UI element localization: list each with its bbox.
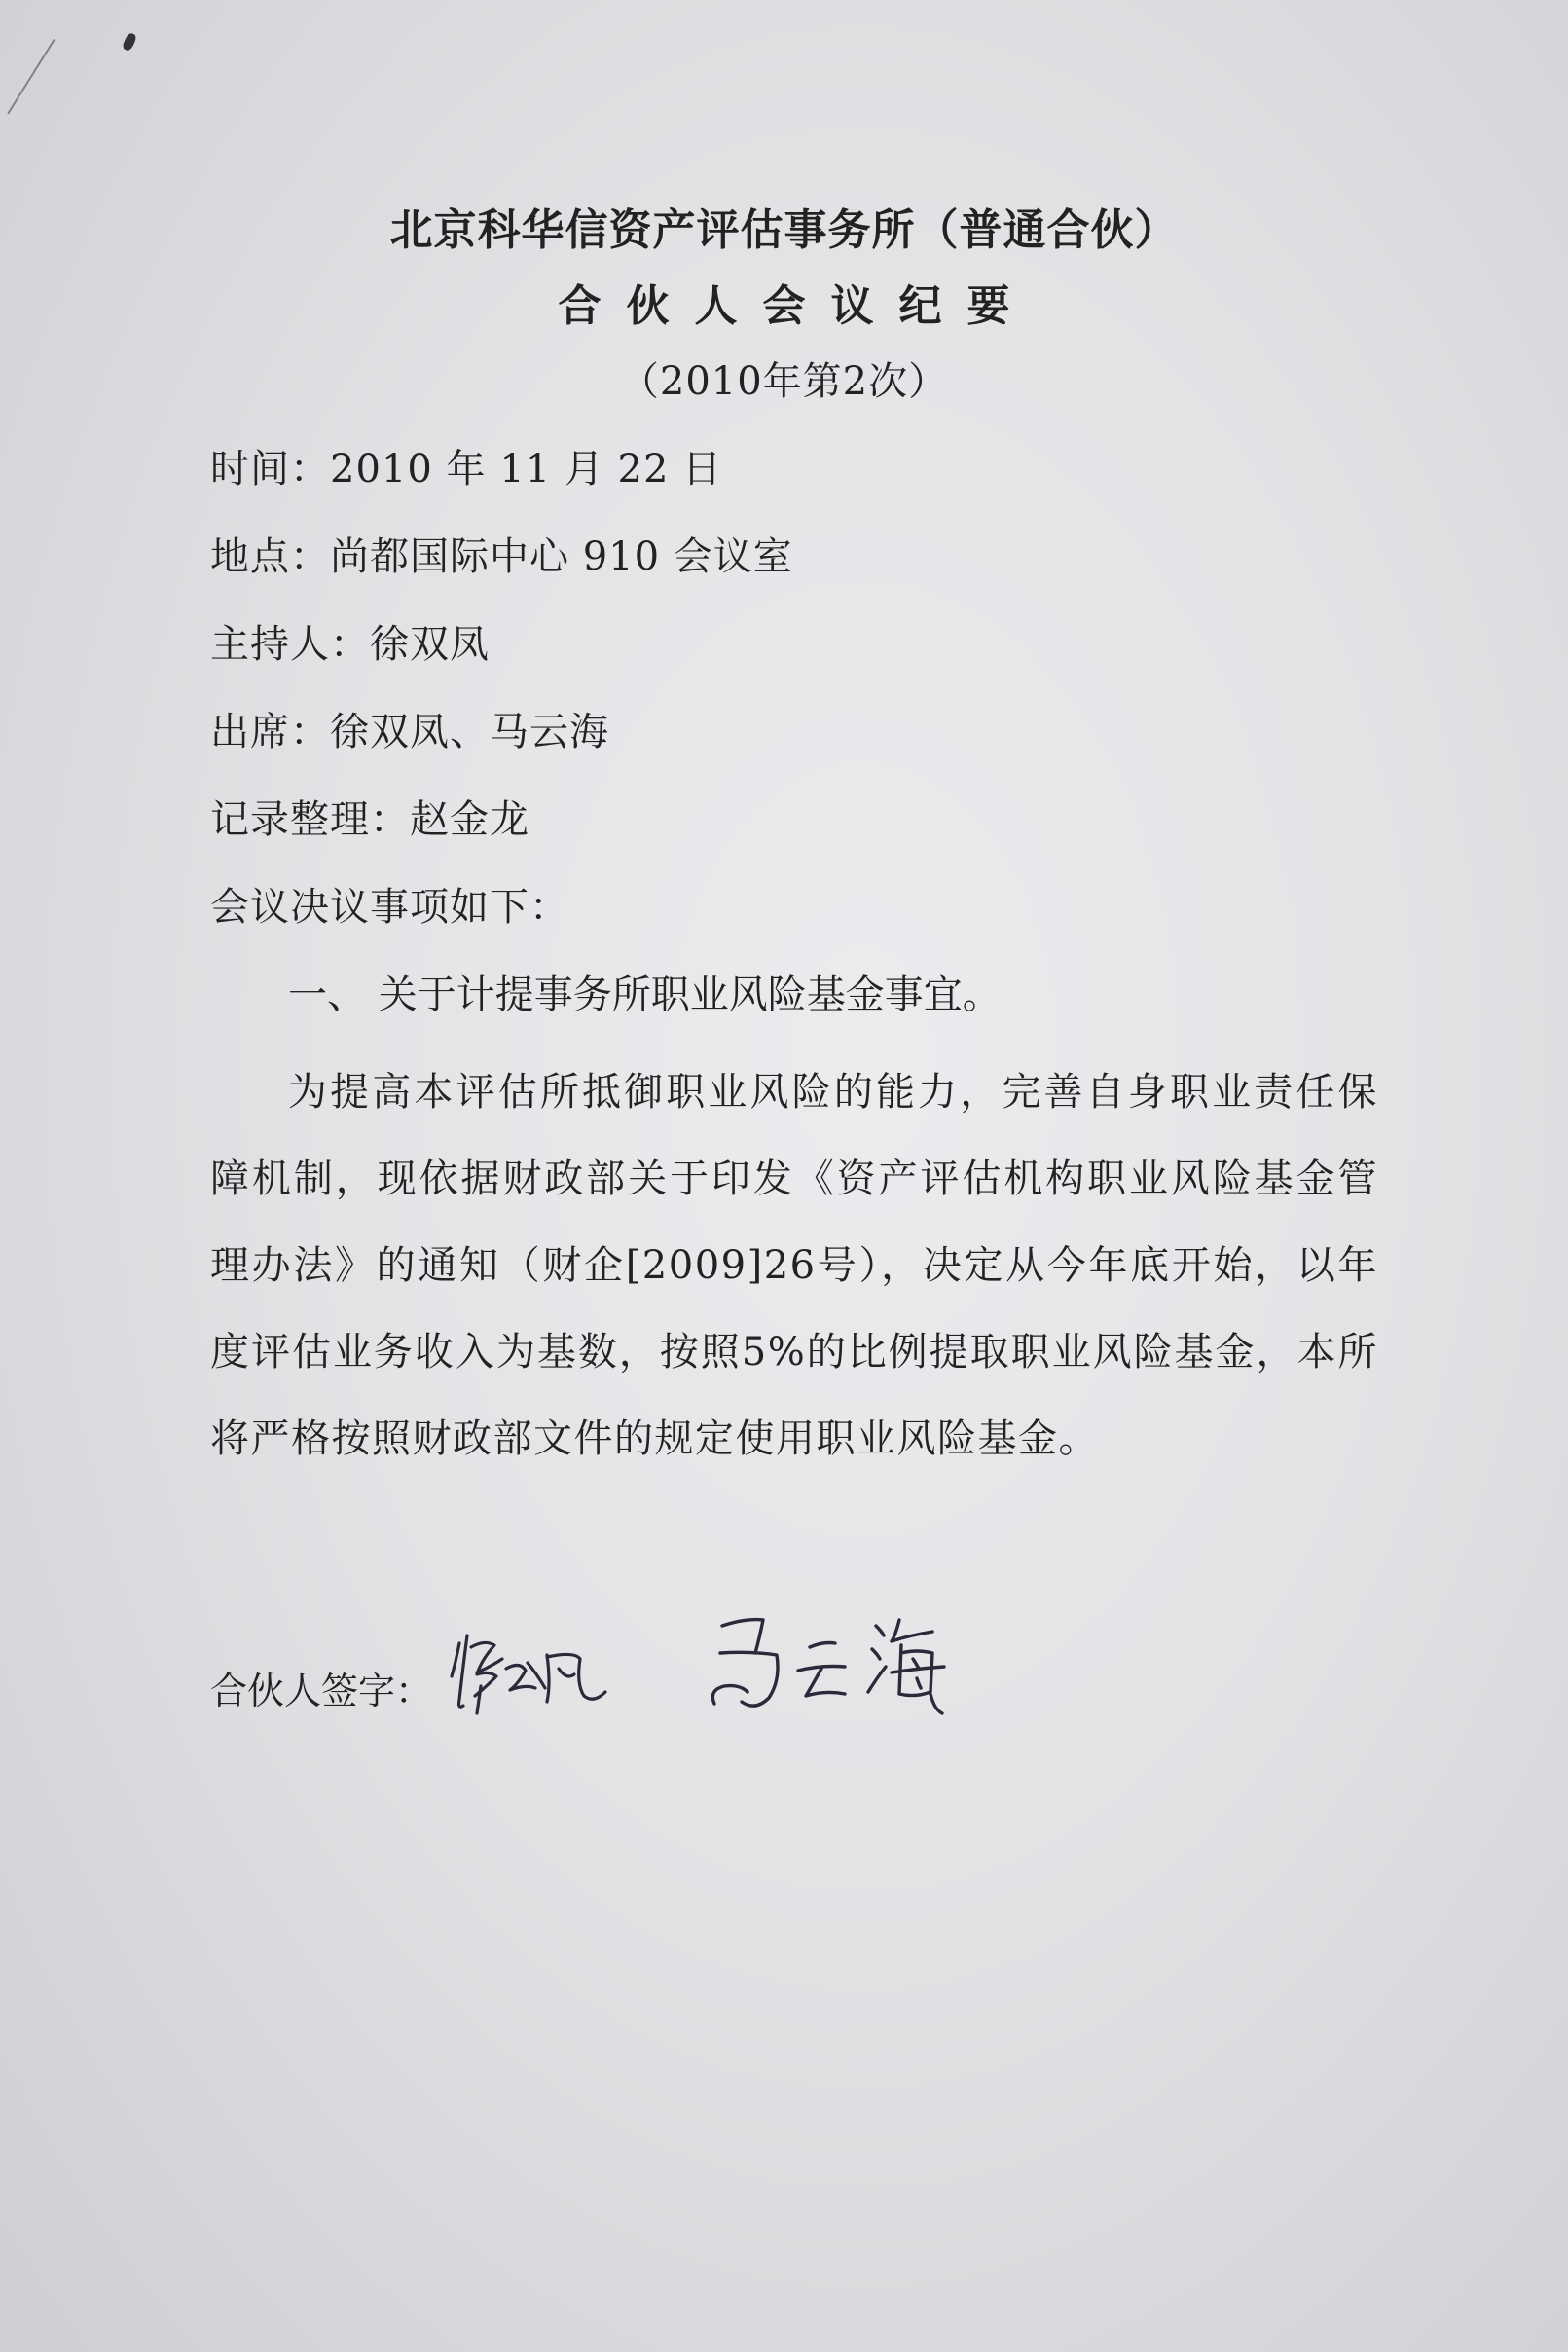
ink-smudge <box>122 32 138 53</box>
meeting-host: 主持人：徐双凤 <box>210 622 490 667</box>
signature-xu-shuangfeng <box>438 1616 623 1733</box>
resolutions-intro: 会议决议事项如下： <box>210 885 569 930</box>
document-title: 北京科华信资产评估事务所（普通合伙） <box>389 205 1179 255</box>
session-number: （2010年第2次） <box>619 359 949 404</box>
meeting-recorder: 记录整理：赵金龙 <box>210 797 529 842</box>
paper-crease <box>7 39 104 145</box>
meeting-time: 时间：2010 年 11 月 22 日 <box>210 447 723 492</box>
signature-label: 合伙人签字： <box>210 1670 433 1712</box>
document-subtitle: 合伙人会议纪要 <box>558 281 1036 331</box>
resolution-body: 为提高本评估所抵御职业风险的能力，完善自身职业责任保障机制，现依据财政部关于印发《资产评估机构职业风险基金管理办法》的通知（财企[2009]26号），决定从今年底开始，以年度评估业务收入为基数，按照5%的比例提取职业风险基金，本所将严格按照财政部文件的规定使用职业风险基金。 <box>210 1070 1378 1461</box>
meeting-place: 地点：尚都国际中心 910 会议室 <box>210 534 793 579</box>
resolution-heading: 一、 关于计提事务所职业风险基金事宜。 <box>288 973 1002 1017</box>
meeting-attendees: 出席：徐双凤、马云海 <box>210 710 609 754</box>
signature-ma-yunhai <box>701 1597 954 1733</box>
